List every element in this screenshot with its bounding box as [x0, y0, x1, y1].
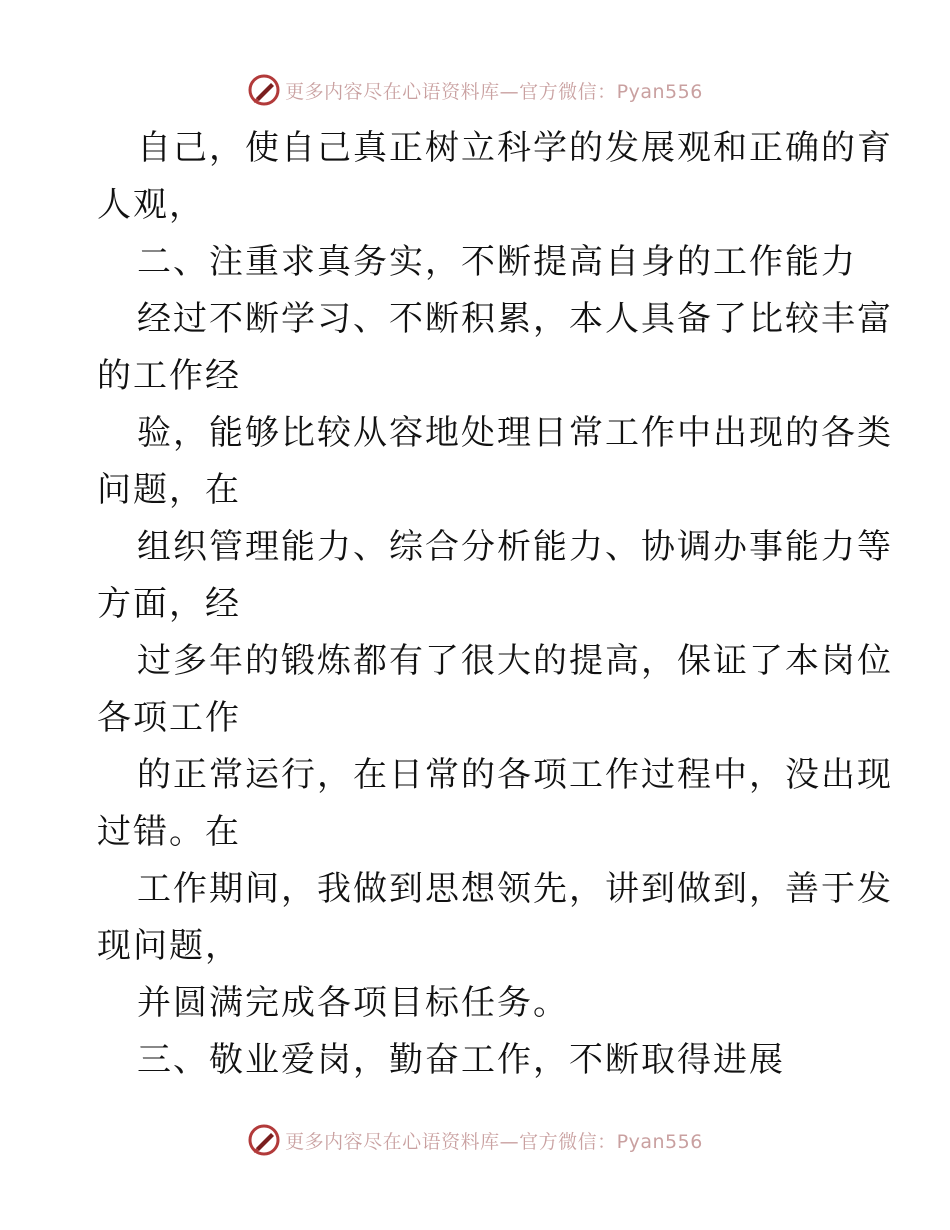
text-line: 的正常运行，在日常的各项工作过程中，没出现 — [137, 755, 893, 795]
text-line: 经过不断学习、不断积累，本人具备了比较丰富 — [137, 299, 893, 339]
text-line: 组织管理能力、综合分析能力、协调办事能力等 — [137, 527, 893, 567]
text-line: 各项工作 — [97, 698, 241, 738]
footer-banner-text: 更多内容尽在心语资料库—官方微信：Pyan556 — [285, 1130, 703, 1153]
text-line: 人观， — [97, 185, 205, 225]
pen-logo-icon — [247, 73, 281, 107]
pen-logo-icon — [247, 1123, 281, 1157]
text-line: 并圆满完成各项目标任务。 — [137, 983, 569, 1023]
text-line: 过多年的锻炼都有了很大的提高，保证了本岗位 — [137, 641, 893, 681]
text-line: 验，能够比较从容地处理日常工作中出现的各类 — [137, 413, 893, 453]
header-banner — [0, 70, 950, 110]
document-body — [97, 120, 893, 1089]
text-line: 现问题， — [97, 926, 241, 966]
section-heading: 三、敬业爱岗，勤奋工作，不断取得进展 — [137, 1040, 785, 1080]
section-heading: 二、注重求真务实，不断提高自身的工作能力 — [137, 242, 857, 282]
footer-banner — [0, 1120, 950, 1160]
text-line: 方面，经 — [97, 584, 241, 624]
text-line: 过错。在 — [97, 812, 241, 852]
header-banner-text: 更多内容尽在心语资料库—官方微信：Pyan556 — [285, 80, 703, 103]
text-line: 自己，使自己真正树立科学的发展观和正确的育 — [137, 128, 893, 168]
text-line: 的工作经 — [97, 356, 241, 396]
text-line: 工作期间，我做到思想领先，讲到做到，善于发 — [137, 869, 893, 909]
text-line: 问题，在 — [97, 470, 241, 510]
